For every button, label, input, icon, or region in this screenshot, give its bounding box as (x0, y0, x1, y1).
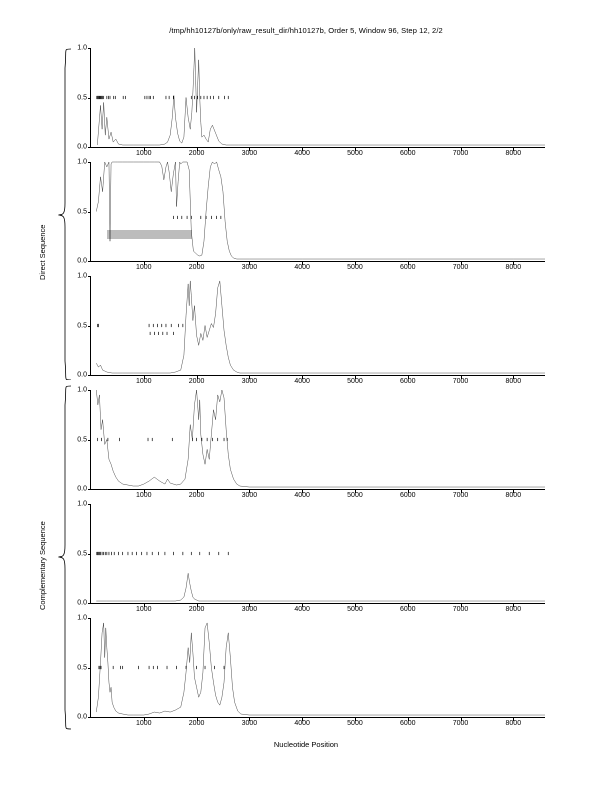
x-tick-label: 8000 (505, 720, 522, 727)
x-tick-mark (461, 261, 462, 265)
y-tick-label: 1.0 (77, 158, 87, 166)
y-axis-group-label-complementary: Complementary Sequence (38, 521, 47, 610)
chart-panel-3 (77, 272, 545, 385)
x-tick-mark (408, 489, 409, 493)
x-tick-mark (461, 603, 462, 607)
y-tick-label: 0.5 (77, 94, 87, 101)
x-tick-mark (144, 261, 145, 265)
chart-panel-1 (77, 44, 545, 157)
x-tick-mark (144, 717, 145, 721)
x-tick-label: 7000 (452, 606, 469, 613)
y-axis-group-label-direct: Direct Sequence (38, 224, 47, 280)
x-tick-label: 5000 (347, 720, 363, 727)
x-tick-label: 5000 (347, 606, 363, 613)
x-tick-mark (408, 603, 409, 607)
y-tick-label: 1.0 (77, 272, 87, 280)
x-tick-label: 6000 (399, 378, 416, 385)
y-tick-label: 0.5 (77, 664, 87, 671)
x-tick-label: 2000 (188, 264, 205, 271)
y-tick-label: 0.5 (77, 436, 87, 443)
x-tick-mark (302, 261, 303, 265)
brace-direct-sequence (58, 48, 72, 380)
y-tick-mark (88, 147, 92, 148)
x-tick-mark (408, 375, 409, 379)
x-tick-mark (513, 261, 514, 265)
y-tick-mark (88, 717, 92, 718)
x-tick-mark (197, 603, 198, 607)
y-tick-label: 1.0 (77, 44, 87, 52)
marker-row-5 (91, 504, 545, 603)
x-tick-label: 7000 (452, 492, 469, 499)
x-tick-label: 8000 (505, 378, 522, 385)
x-tick-label: 2000 (188, 150, 205, 157)
x-tick-mark (513, 603, 514, 607)
x-tick-label: 1000 (135, 264, 152, 271)
x-tick-mark (249, 717, 250, 721)
x-tick-mark (408, 147, 409, 151)
x-tick-label: 1000 (135, 720, 152, 727)
plot-area-6 (77, 614, 545, 727)
x-tick-mark (197, 717, 198, 721)
marker-row-6 (91, 618, 545, 717)
x-tick-mark (302, 489, 303, 493)
x-tick-mark (513, 375, 514, 379)
x-tick-label: 6000 (399, 264, 416, 271)
y-tick-mark (88, 603, 92, 604)
marker-row2-3 (91, 276, 545, 375)
plot-area-1 (77, 44, 545, 157)
x-tick-label: 1000 (135, 492, 152, 499)
plot-area-4 (77, 386, 545, 499)
plot-area-5 (77, 500, 545, 613)
y-tick-label: 0.0 (77, 485, 87, 493)
x-tick-mark (249, 603, 250, 607)
x-tick-label: 5000 (347, 150, 363, 157)
x-tick-label: 6000 (399, 606, 416, 613)
y-tick-label: 1.0 (77, 500, 87, 508)
x-tick-label: 8000 (505, 492, 522, 499)
chart-panel-4 (77, 386, 545, 499)
x-tick-label: 2000 (188, 492, 205, 499)
x-tick-label: 4000 (294, 264, 310, 271)
x-tick-mark (355, 147, 356, 151)
x-tick-mark (355, 261, 356, 265)
x-tick-label: 2000 (188, 378, 205, 385)
y-tick-label: 0.5 (77, 550, 87, 557)
plot-area-3 (77, 272, 545, 385)
x-tick-mark (144, 147, 145, 151)
x-tick-label: 3000 (241, 378, 258, 385)
x-tick-mark (302, 717, 303, 721)
x-tick-label: 1000 (135, 150, 152, 157)
x-tick-label: 3000 (241, 606, 258, 613)
x-tick-label: 3000 (241, 492, 258, 499)
x-tick-mark (249, 489, 250, 493)
figure-title: /tmp/hh10127b/only/raw_result_dir/hh10127b, Order 5, Window 96, Step 12, 2/2 (169, 26, 443, 35)
x-tick-mark (144, 375, 145, 379)
x-tick-label: 3000 (241, 264, 258, 271)
x-tick-mark (197, 147, 198, 151)
x-tick-label: 8000 (505, 264, 522, 271)
x-tick-mark (408, 717, 409, 721)
x-tick-mark (144, 603, 145, 607)
y-tick-label: 0.0 (77, 371, 87, 379)
y-tick-label: 0.5 (77, 322, 87, 329)
x-tick-label: 7000 (452, 720, 469, 727)
x-tick-label: 5000 (347, 492, 363, 499)
x-tick-mark (249, 261, 250, 265)
marker-row-2 (91, 162, 545, 261)
x-tick-label: 8000 (505, 150, 522, 157)
y-tick-label: 0.0 (77, 257, 87, 265)
x-tick-label: 7000 (452, 264, 469, 271)
x-tick-mark (197, 261, 198, 265)
plot-area-2 (77, 158, 545, 271)
x-tick-mark (197, 375, 198, 379)
x-tick-label: 3000 (241, 150, 258, 157)
x-tick-label: 4000 (294, 606, 310, 613)
x-tick-label: 4000 (294, 378, 310, 385)
chart-panel-5 (77, 500, 545, 613)
y-tick-label: 0.5 (77, 208, 87, 215)
x-tick-label: 3000 (241, 720, 258, 727)
x-tick-label: 2000 (188, 606, 205, 613)
x-tick-mark (513, 717, 514, 721)
x-tick-mark (461, 489, 462, 493)
x-tick-label: 7000 (452, 150, 469, 157)
x-tick-mark (249, 375, 250, 379)
y-tick-mark (88, 489, 92, 490)
brace-complementary-sequence (58, 385, 72, 730)
y-tick-label: 1.0 (77, 614, 87, 622)
x-tick-mark (144, 489, 145, 493)
x-tick-mark (355, 603, 356, 607)
y-tick-label: 1.0 (77, 386, 87, 394)
chart-panel-6 (77, 614, 545, 727)
x-tick-label: 6000 (399, 492, 416, 499)
marker-row-1 (91, 48, 545, 147)
x-tick-mark (355, 375, 356, 379)
x-tick-mark (355, 717, 356, 721)
x-tick-label: 1000 (135, 606, 152, 613)
x-tick-label: 6000 (399, 720, 416, 727)
x-tick-mark (355, 489, 356, 493)
x-tick-mark (197, 489, 198, 493)
x-tick-label: 7000 (452, 378, 469, 385)
x-tick-label: 5000 (347, 378, 363, 385)
x-tick-mark (513, 489, 514, 493)
x-tick-mark (513, 147, 514, 151)
y-tick-label: 0.0 (77, 143, 87, 151)
x-tick-mark (302, 147, 303, 151)
y-tick-mark (88, 375, 92, 376)
x-tick-mark (461, 717, 462, 721)
x-tick-label: 4000 (294, 720, 310, 727)
x-tick-label: 8000 (505, 606, 522, 613)
x-tick-label: 5000 (347, 264, 363, 271)
x-tick-label: 4000 (294, 150, 310, 157)
y-tick-mark (88, 261, 92, 262)
chart-panel-2 (77, 158, 545, 271)
x-tick-mark (408, 261, 409, 265)
x-tick-label: 2000 (188, 720, 205, 727)
x-tick-label: 1000 (135, 378, 152, 385)
x-tick-mark (302, 375, 303, 379)
y-tick-label: 0.0 (77, 713, 87, 721)
x-tick-label: 6000 (399, 150, 416, 157)
x-tick-mark (302, 603, 303, 607)
x-axis-label: Nucleotide Position (273, 740, 339, 749)
x-tick-mark (249, 147, 250, 151)
x-tick-mark (461, 375, 462, 379)
x-tick-label: 4000 (294, 492, 310, 499)
y-tick-label: 0.0 (77, 599, 87, 607)
marker-row-4 (91, 390, 545, 489)
x-tick-mark (461, 147, 462, 151)
